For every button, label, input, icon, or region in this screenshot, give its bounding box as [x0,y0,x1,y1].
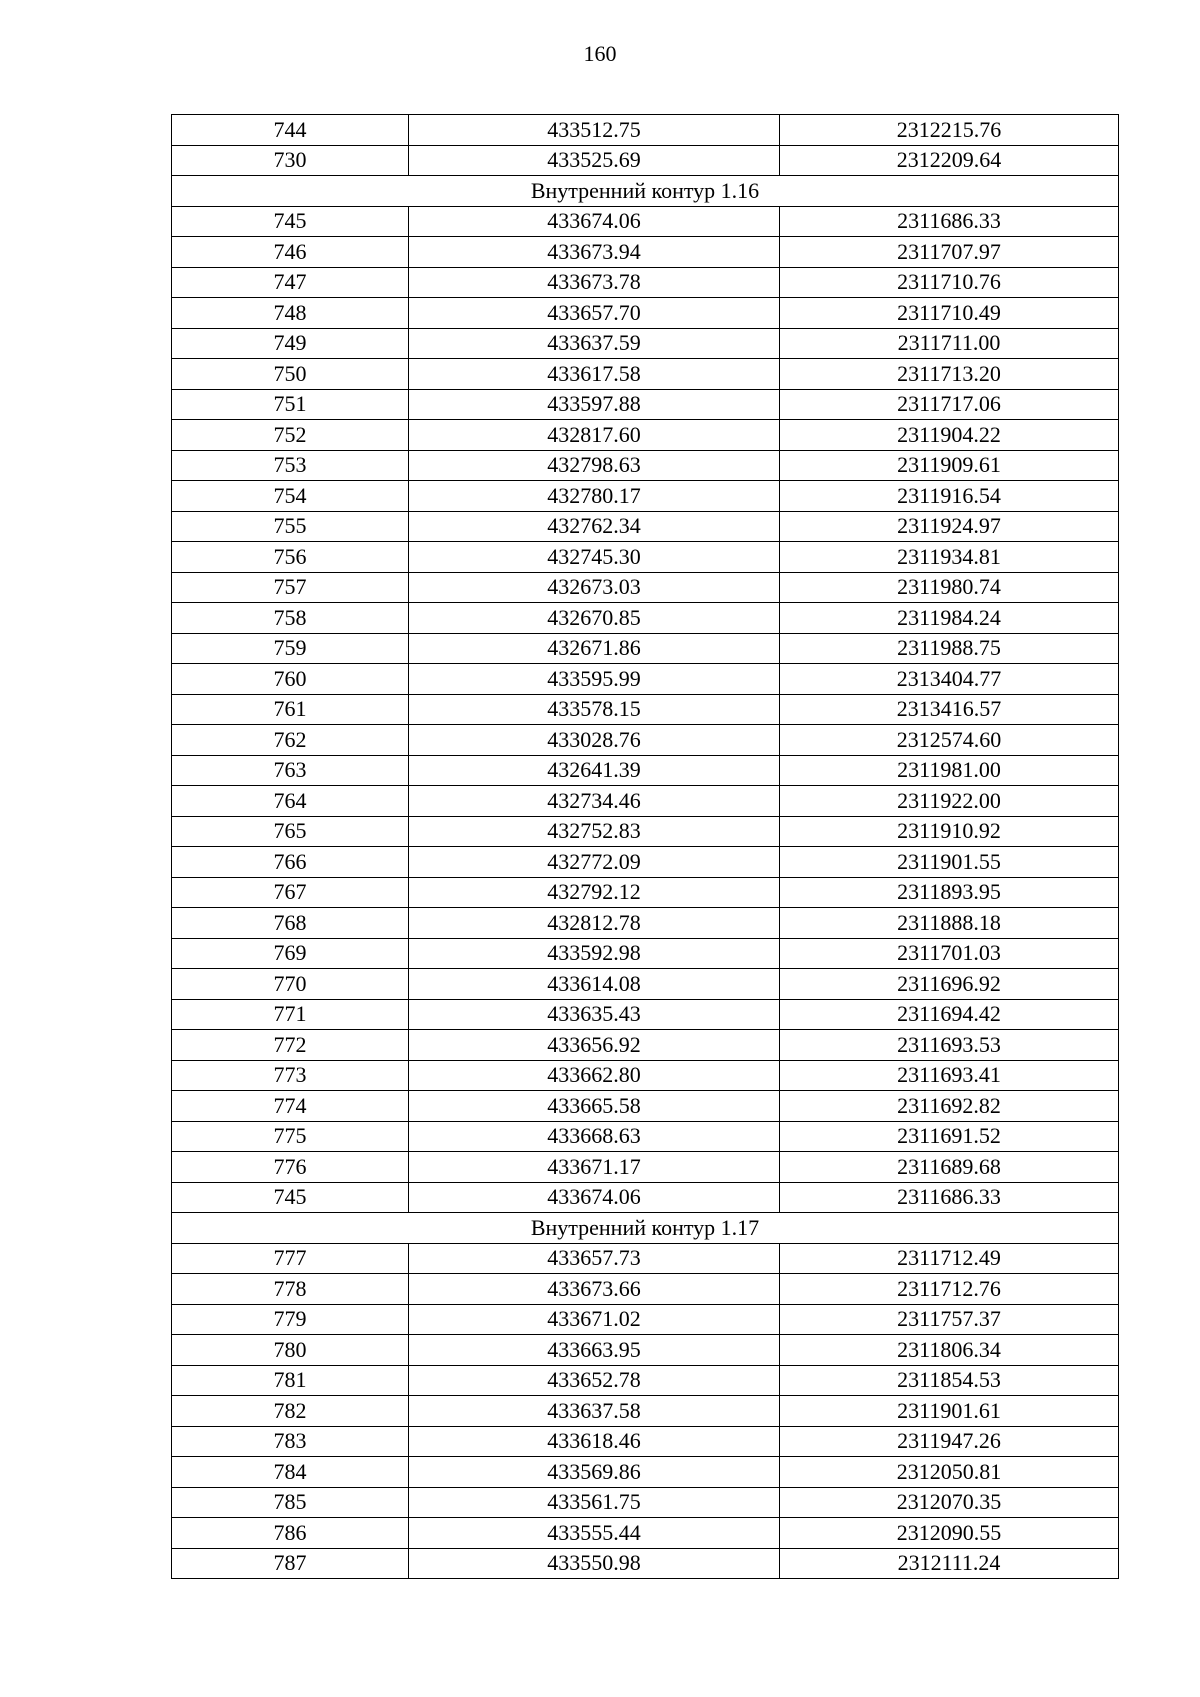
point-number-cell: 781 [172,1365,409,1396]
y-coordinate-cell: 2311901.55 [780,847,1119,878]
point-number-cell: 776 [172,1152,409,1183]
x-coordinate-cell: 433673.94 [409,237,780,268]
table-row [172,298,1119,329]
x-coordinate-cell: 433635.43 [409,999,780,1030]
y-coordinate-cell: 2311934.81 [780,542,1119,573]
y-coordinate-cell: 2311712.76 [780,1274,1119,1305]
table-row [172,450,1119,481]
table-row [172,1182,1119,1213]
point-number-cell: 756 [172,542,409,573]
point-number-cell: 749 [172,328,409,359]
table-row [172,877,1119,908]
table-row [172,1243,1119,1274]
table-row [172,1335,1119,1366]
table-row [172,999,1119,1030]
x-coordinate-cell: 433674.06 [409,1182,780,1213]
x-coordinate-cell: 432762.34 [409,511,780,542]
x-coordinate-cell: 433673.78 [409,267,780,298]
table-row [172,420,1119,451]
y-coordinate-cell: 2311686.33 [780,1182,1119,1213]
x-coordinate-cell: 433595.99 [409,664,780,695]
x-coordinate-cell: 433597.88 [409,389,780,420]
y-coordinate-cell: 2311694.42 [780,999,1119,1030]
y-coordinate-cell: 2312215.76 [780,115,1119,146]
point-number-cell: 746 [172,237,409,268]
point-number-cell: 745 [172,1182,409,1213]
x-coordinate-cell: 433512.75 [409,115,780,146]
table-row [172,603,1119,634]
table-row [172,1548,1119,1579]
point-number-cell: 745 [172,206,409,237]
table-row [172,267,1119,298]
point-number-cell: 766 [172,847,409,878]
y-coordinate-cell: 2311924.97 [780,511,1119,542]
point-number-cell: 730 [172,145,409,176]
table-row [172,1487,1119,1518]
table-row [172,206,1119,237]
table-row [172,1121,1119,1152]
table-row [172,145,1119,176]
table-row [172,542,1119,573]
table-row [172,755,1119,786]
y-coordinate-cell: 2311757.37 [780,1304,1119,1335]
y-coordinate-cell: 2312574.60 [780,725,1119,756]
x-coordinate-cell: 433663.95 [409,1335,780,1366]
point-number-cell: 757 [172,572,409,603]
table-row [172,1396,1119,1427]
section-header-row [172,1213,1119,1244]
y-coordinate-cell: 2313404.77 [780,664,1119,695]
point-number-cell: 779 [172,1304,409,1335]
point-number-cell: 782 [172,1396,409,1427]
y-coordinate-cell: 2312090.55 [780,1518,1119,1549]
x-coordinate-cell: 433578.15 [409,694,780,725]
x-coordinate-cell: 433673.66 [409,1274,780,1305]
y-coordinate-cell: 2311692.82 [780,1091,1119,1122]
table-row [172,1304,1119,1335]
x-coordinate-cell: 433657.73 [409,1243,780,1274]
x-coordinate-cell: 432772.09 [409,847,780,878]
point-number-cell: 774 [172,1091,409,1122]
point-number-cell: 786 [172,1518,409,1549]
y-coordinate-cell: 2311717.06 [780,389,1119,420]
table-row [172,1365,1119,1396]
table-row [172,481,1119,512]
x-coordinate-cell: 433671.02 [409,1304,780,1335]
y-coordinate-cell: 2312111.24 [780,1548,1119,1579]
y-coordinate-cell: 2311693.41 [780,1060,1119,1091]
x-coordinate-cell: 432812.78 [409,908,780,939]
point-number-cell: 778 [172,1274,409,1305]
x-coordinate-cell: 432745.30 [409,542,780,573]
y-coordinate-cell: 2311712.49 [780,1243,1119,1274]
x-coordinate-cell: 433637.58 [409,1396,780,1427]
table-row [172,1426,1119,1457]
point-number-cell: 773 [172,1060,409,1091]
point-number-cell: 763 [172,755,409,786]
y-coordinate-cell: 2311691.52 [780,1121,1119,1152]
x-coordinate-cell: 433665.58 [409,1091,780,1122]
section-title: Внутренний контур 1.17 [172,1213,1119,1244]
point-number-cell: 770 [172,969,409,1000]
y-coordinate-cell: 2311984.24 [780,603,1119,634]
x-coordinate-cell: 432798.63 [409,450,780,481]
x-coordinate-cell: 433637.59 [409,328,780,359]
y-coordinate-cell: 2311710.76 [780,267,1119,298]
x-coordinate-cell: 433618.46 [409,1426,780,1457]
coordinates-table-body [172,115,1119,1579]
y-coordinate-cell: 2311713.20 [780,359,1119,390]
x-coordinate-cell: 432641.39 [409,755,780,786]
table-row [172,1152,1119,1183]
y-coordinate-cell: 2311909.61 [780,450,1119,481]
point-number-cell: 750 [172,359,409,390]
table-row [172,1091,1119,1122]
table-row [172,389,1119,420]
table-row [172,816,1119,847]
table-row [172,1518,1119,1549]
y-coordinate-cell: 2311910.92 [780,816,1119,847]
y-coordinate-cell: 2311854.53 [780,1365,1119,1396]
point-number-cell: 769 [172,938,409,969]
point-number-cell: 768 [172,908,409,939]
page-number: 160 [583,41,617,66]
point-number-cell: 753 [172,450,409,481]
y-coordinate-cell: 2311888.18 [780,908,1119,939]
y-coordinate-cell: 2311686.33 [780,206,1119,237]
x-coordinate-cell: 432673.03 [409,572,780,603]
point-number-cell: 784 [172,1457,409,1488]
y-coordinate-cell: 2311693.53 [780,1030,1119,1061]
point-number-cell: 744 [172,115,409,146]
x-coordinate-cell: 433652.78 [409,1365,780,1396]
table-row [172,969,1119,1000]
table-row [172,115,1119,146]
table-row [172,664,1119,695]
table-row [172,359,1119,390]
y-coordinate-cell: 2311711.00 [780,328,1119,359]
table-row [172,1030,1119,1061]
y-coordinate-cell: 2311947.26 [780,1426,1119,1457]
point-number-cell: 754 [172,481,409,512]
table-row [172,511,1119,542]
table-row [172,725,1119,756]
x-coordinate-cell: 432671.86 [409,633,780,664]
section-title: Внутренний контур 1.16 [172,176,1119,207]
x-coordinate-cell: 433668.63 [409,1121,780,1152]
y-coordinate-cell: 2311988.75 [780,633,1119,664]
table-row [172,908,1119,939]
point-number-cell: 759 [172,633,409,664]
x-coordinate-cell: 433614.08 [409,969,780,1000]
y-coordinate-cell: 2311707.97 [780,237,1119,268]
y-coordinate-cell: 2311710.49 [780,298,1119,329]
x-coordinate-cell: 433561.75 [409,1487,780,1518]
y-coordinate-cell: 2312070.35 [780,1487,1119,1518]
x-coordinate-cell: 433028.76 [409,725,780,756]
point-number-cell: 762 [172,725,409,756]
table-row [172,633,1119,664]
point-number-cell: 752 [172,420,409,451]
x-coordinate-cell: 433525.69 [409,145,780,176]
point-number-cell: 775 [172,1121,409,1152]
y-coordinate-cell: 2311981.00 [780,755,1119,786]
x-coordinate-cell: 433656.92 [409,1030,780,1061]
point-number-cell: 765 [172,816,409,847]
point-number-cell: 777 [172,1243,409,1274]
point-number-cell: 761 [172,694,409,725]
point-number-cell: 785 [172,1487,409,1518]
x-coordinate-cell: 432734.46 [409,786,780,817]
y-coordinate-cell: 2311696.92 [780,969,1119,1000]
x-coordinate-cell: 432780.17 [409,481,780,512]
point-number-cell: 751 [172,389,409,420]
y-coordinate-cell: 2311689.68 [780,1152,1119,1183]
table-row [172,786,1119,817]
y-coordinate-cell: 2311922.00 [780,786,1119,817]
point-number-cell: 767 [172,877,409,908]
table-row [172,1060,1119,1091]
x-coordinate-cell: 433592.98 [409,938,780,969]
table-row [172,847,1119,878]
point-number-cell: 771 [172,999,409,1030]
point-number-cell: 780 [172,1335,409,1366]
x-coordinate-cell: 433617.58 [409,359,780,390]
y-coordinate-cell: 2311980.74 [780,572,1119,603]
point-number-cell: 772 [172,1030,409,1061]
x-coordinate-cell: 432670.85 [409,603,780,634]
y-coordinate-cell: 2311901.61 [780,1396,1119,1427]
x-coordinate-cell: 433674.06 [409,206,780,237]
x-coordinate-cell: 433662.80 [409,1060,780,1091]
y-coordinate-cell: 2311904.22 [780,420,1119,451]
x-coordinate-cell: 433671.17 [409,1152,780,1183]
y-coordinate-cell: 2313416.57 [780,694,1119,725]
point-number-cell: 764 [172,786,409,817]
table-row [172,572,1119,603]
point-number-cell: 760 [172,664,409,695]
x-coordinate-cell: 432817.60 [409,420,780,451]
table-row [172,237,1119,268]
x-coordinate-cell: 433569.86 [409,1457,780,1488]
table-row [172,1274,1119,1305]
section-header-row [172,176,1119,207]
y-coordinate-cell: 2312050.81 [780,1457,1119,1488]
y-coordinate-cell: 2311806.34 [780,1335,1119,1366]
point-number-cell: 755 [172,511,409,542]
table-row [172,1457,1119,1488]
y-coordinate-cell: 2311893.95 [780,877,1119,908]
y-coordinate-cell: 2311701.03 [780,938,1119,969]
point-number-cell: 748 [172,298,409,329]
point-number-cell: 787 [172,1548,409,1579]
y-coordinate-cell: 2311916.54 [780,481,1119,512]
x-coordinate-cell: 432792.12 [409,877,780,908]
x-coordinate-cell: 432752.83 [409,816,780,847]
y-coordinate-cell: 2312209.64 [780,145,1119,176]
table-row [172,938,1119,969]
coordinates-table [171,114,1119,1579]
point-number-cell: 783 [172,1426,409,1457]
point-number-cell: 758 [172,603,409,634]
table-row [172,328,1119,359]
x-coordinate-cell: 433550.98 [409,1548,780,1579]
x-coordinate-cell: 433555.44 [409,1518,780,1549]
table-row [172,694,1119,725]
point-number-cell: 747 [172,267,409,298]
x-coordinate-cell: 433657.70 [409,298,780,329]
